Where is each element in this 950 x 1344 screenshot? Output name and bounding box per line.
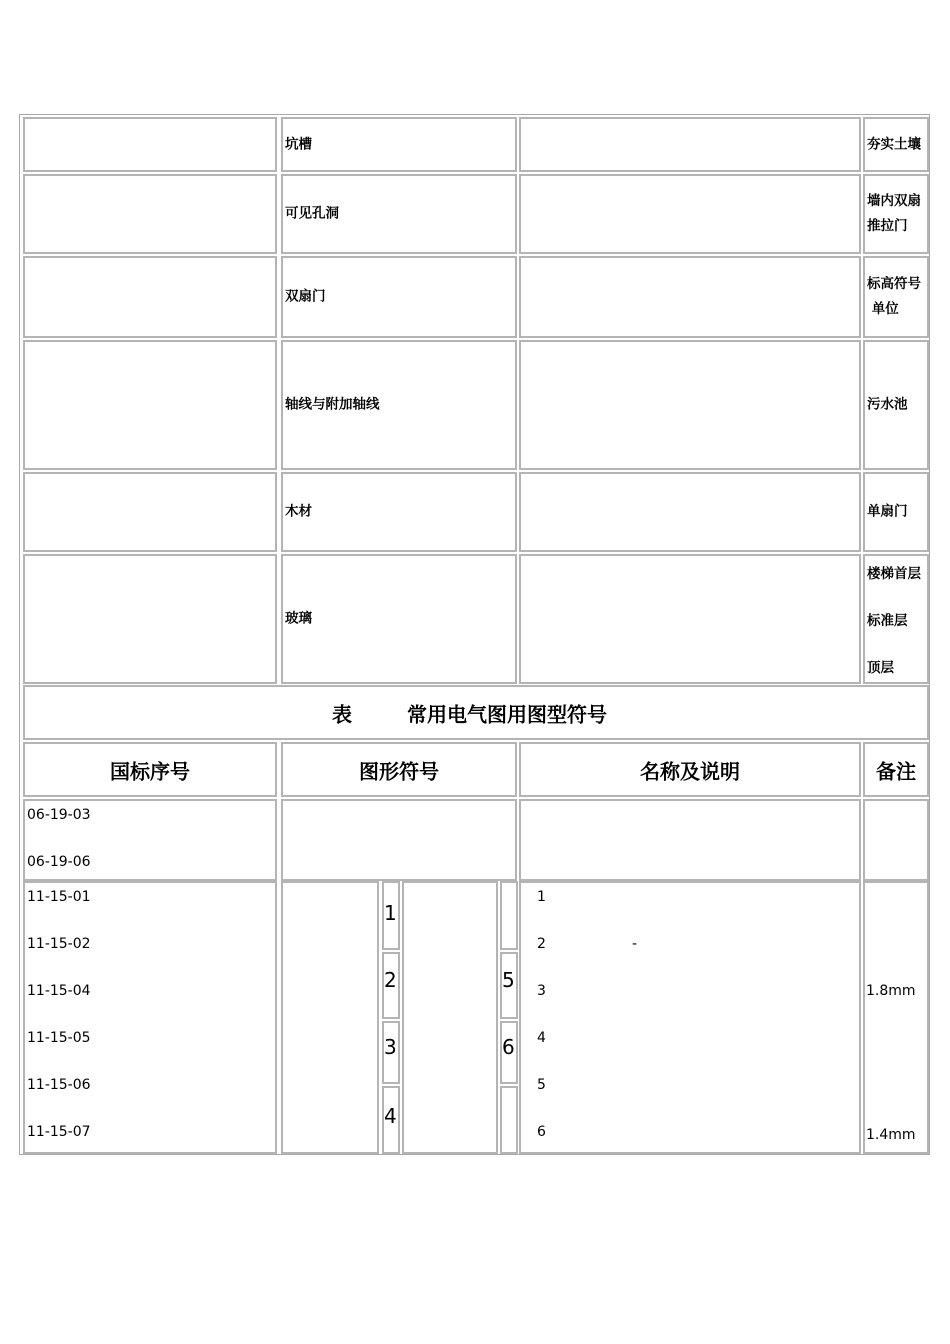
header-description-label: 名称及说明 [640,759,740,783]
symbol-cell [23,340,277,470]
symbol-name: 木材 [285,503,312,520]
header-description [519,742,861,797]
blank-cell [519,554,861,684]
remark-cell [863,881,929,1154]
note-cell [863,340,929,470]
desc-number: 6 [537,1124,546,1140]
blank-cell [519,472,861,552]
symbol-name: 可见孔洞 [285,205,339,222]
symbol-number: 1 [384,901,397,925]
symbol-note [867,272,921,322]
symbol-cell [23,554,277,684]
symbol-name: 坑槽 [285,136,312,152]
note-line: 单位 [867,301,899,317]
graphic-subcell [281,881,379,1154]
blank-cell [519,174,861,254]
blank-cell [519,256,861,338]
symbol-number-box [382,1086,400,1154]
symbol-number-box [500,1021,518,1084]
note-line: 楼梯首层 [867,566,921,582]
name-cell [281,117,517,172]
table-caption [23,685,929,740]
symbol-number: 5 [502,968,515,992]
desc-number: 5 [537,1077,546,1093]
remark-cell [863,799,929,881]
code-cell [23,799,277,881]
code-text: 11-15-06 [27,1077,91,1093]
symbol-cell [23,117,277,172]
header-code [23,742,277,797]
symbol-note [867,189,921,239]
symbol-cell [23,256,277,338]
symbol-note: 单扇门 [867,503,908,520]
name-cell [281,340,517,470]
symbol-number-box [382,952,400,1019]
caption-title: 常用电气图用图型符号 [407,702,607,726]
graphic-cell [281,799,517,881]
code-cell [23,881,277,1154]
name-cell [281,472,517,552]
header-remark [863,742,929,797]
description-cell [519,881,861,1154]
blank-cell [519,117,861,172]
desc-number: 1 [537,889,546,905]
symbol-number-box [500,952,518,1019]
symbol-number: 3 [384,1035,397,1059]
desc-number: 3 [537,983,546,999]
header-remark-label: 备注 [876,759,916,783]
symbol-cell [23,174,277,254]
remark-text: 1.8mm [866,983,916,999]
note-line: 顶层 [867,660,894,676]
desc-number: 4 [537,1030,546,1046]
graphic-subcell [402,881,498,1154]
desc-dash: - [632,936,638,952]
code-text: 11-15-05 [27,1030,91,1046]
remark-text: 1.4mm [866,1127,916,1143]
code-text: 11-15-01 [27,889,91,905]
name-cell [281,554,517,684]
symbol-cell [23,472,277,552]
code-text: 11-15-02 [27,936,91,952]
header-symbol [281,742,517,797]
symbol-note: 夯实土壤 [867,136,921,152]
note-cell [863,256,929,338]
note-line: 标高符号 [867,276,921,292]
document-page [19,114,930,1155]
symbol-name: 轴线与附加轴线 [285,396,380,413]
symbol-name: 双扇门 [285,288,326,305]
name-cell [281,256,517,338]
code-text: 06-19-03 [27,807,91,823]
description-cell [519,799,861,881]
name-cell [281,174,517,254]
symbol-number: 6 [502,1035,515,1059]
caption-prefix: 表 [332,702,352,726]
symbol-name: 玻璃 [285,610,312,627]
note-line: 标准层 [867,613,908,629]
desc-number: 2 [537,936,546,952]
symbol-number: 4 [384,1104,397,1128]
note-cell [863,117,929,172]
code-text: 11-15-07 [27,1124,91,1140]
symbol-number-box [382,881,400,950]
note-cell [863,554,929,684]
symbol-note: 污水池 [867,396,908,413]
code-text: 11-15-04 [27,983,91,999]
note-cell [863,472,929,552]
header-code-label: 国标序号 [110,759,190,783]
code-text: 06-19-06 [27,854,91,870]
note-line: 推拉门 [867,218,908,234]
symbol-number-box [500,881,518,950]
blank-cell [519,340,861,470]
header-symbol-label: 图形符号 [359,759,439,783]
symbol-number-box [382,1021,400,1084]
symbol-number-box [500,1086,518,1154]
note-cell [863,174,929,254]
note-line: 墙内双扇 [867,193,921,209]
symbol-number: 2 [384,968,397,992]
